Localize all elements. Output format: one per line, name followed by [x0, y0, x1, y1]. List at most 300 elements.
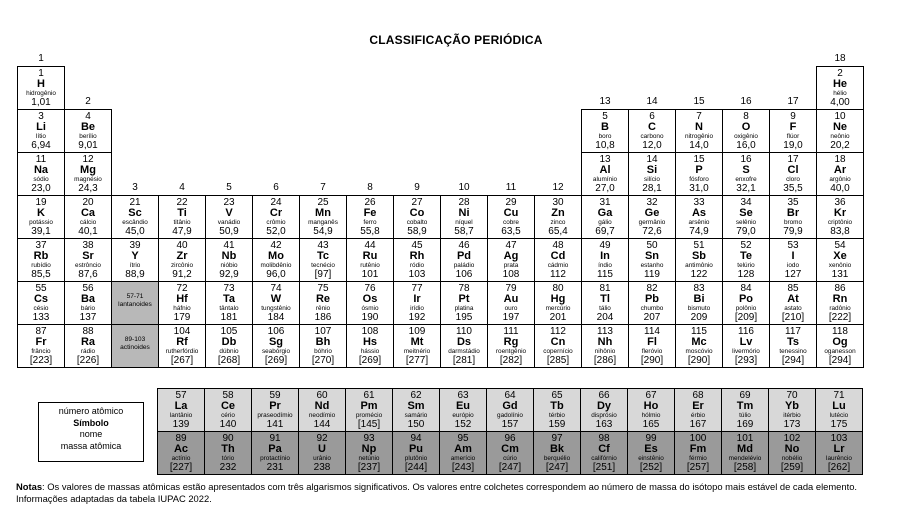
- element-symbol: Am: [454, 443, 472, 455]
- element-name: livermório: [732, 348, 760, 355]
- atomic-mass: 32,1: [736, 183, 756, 194]
- element-cell-fm: [674, 431, 722, 475]
- element-name: flúor: [786, 133, 800, 140]
- atomic-mass: 58,7: [454, 226, 474, 237]
- atomic-mass: 85,5: [31, 269, 51, 280]
- element-symbol: Fr: [35, 336, 47, 348]
- atomic-mass: 115: [597, 269, 613, 280]
- element-cell-pb: [628, 281, 676, 325]
- element-name: itérbio: [783, 412, 801, 419]
- atomic-mass: 192: [408, 312, 426, 323]
- element-name: urânio: [313, 455, 331, 462]
- element-name: nobélio: [781, 455, 803, 462]
- group-label-18: 18: [834, 53, 846, 64]
- placeholder-actinoides: [111, 324, 159, 368]
- group-label-6: 6: [273, 182, 279, 193]
- element-symbol: Co: [409, 207, 425, 219]
- element-cell-lr: [815, 431, 863, 475]
- atomic-mass: [262]: [827, 462, 851, 473]
- element-symbol: V: [225, 207, 233, 219]
- element-name: laurêncio: [826, 455, 852, 462]
- atomic-number: 78: [458, 283, 470, 294]
- atomic-number: 16: [740, 154, 752, 165]
- element-cell-cu: [487, 195, 535, 239]
- element-symbol: Li: [36, 121, 46, 133]
- key-symbol-label: Símbolo: [73, 417, 109, 428]
- element-name: magnésio: [74, 176, 102, 183]
- atomic-mass: 65,4: [548, 226, 568, 237]
- element-symbol: Ag: [503, 250, 519, 262]
- element-cell-ra: [64, 324, 112, 368]
- atomic-mass: 45,0: [125, 226, 145, 237]
- element-symbol: Ta: [222, 293, 236, 305]
- element-symbol: H: [37, 78, 45, 90]
- atomic-mass: 10,8: [595, 140, 615, 151]
- atomic-mass: 169: [736, 419, 754, 430]
- element-symbol: Be: [80, 121, 96, 133]
- element-name: crômio: [266, 219, 286, 226]
- atomic-number: 80: [552, 283, 564, 294]
- element-symbol: S: [742, 164, 750, 176]
- atomic-number: 107: [314, 326, 332, 337]
- element-symbol: Pm: [360, 400, 378, 412]
- atomic-mass: [269]: [358, 355, 382, 366]
- atomic-number: 31: [599, 197, 611, 208]
- element-cell-fr: [17, 324, 65, 368]
- element-name: hélio: [833, 90, 847, 97]
- element-cell-ga: [581, 195, 629, 239]
- element-name: radônio: [829, 305, 851, 312]
- atomic-mass: 184: [267, 312, 285, 323]
- element-cell-in: [581, 238, 629, 282]
- atomic-mass: 165: [642, 419, 660, 430]
- element-symbol: Pd: [456, 250, 472, 262]
- element-cell-rg: [487, 324, 535, 368]
- element-cell-ge: [628, 195, 676, 239]
- element-symbol: Hf: [176, 293, 188, 305]
- atomic-number: 11: [35, 154, 47, 165]
- atomic-number: 36: [834, 197, 846, 208]
- element-cell-ca: [64, 195, 112, 239]
- element-name: plutônio: [404, 455, 428, 462]
- atomic-number: 56: [82, 283, 94, 294]
- element-name: cobalto: [406, 219, 428, 226]
- element-name: índio: [598, 262, 612, 269]
- element-name: astato: [784, 305, 802, 312]
- element-name: bóhrio: [314, 348, 332, 355]
- element-cell-rh: [393, 238, 441, 282]
- element-cell-pt: [440, 281, 488, 325]
- atomic-number: 64: [504, 390, 516, 401]
- element-symbol: At: [787, 293, 799, 305]
- atomic-mass: [281]: [452, 355, 476, 366]
- atomic-number: 12: [82, 154, 94, 165]
- element-cell-np: [345, 431, 393, 475]
- atomic-mass: 55,8: [360, 226, 380, 237]
- element-symbol: In: [600, 250, 610, 262]
- element-name: califórnio: [591, 455, 617, 462]
- element-name: germânio: [638, 219, 666, 226]
- atomic-mass: 167: [689, 419, 707, 430]
- atomic-number: 104: [173, 326, 191, 337]
- element-name: berílio: [79, 133, 97, 140]
- element-symbol: Lu: [832, 400, 846, 412]
- element-name: lítio: [36, 133, 46, 140]
- element-name: copernício: [543, 348, 573, 355]
- atomic-mass: 139: [172, 419, 190, 430]
- atomic-number: 47: [505, 240, 517, 251]
- element-symbol: Cs: [33, 293, 49, 305]
- group-label-5: 5: [226, 182, 232, 193]
- element-name: silício: [644, 176, 660, 183]
- atomic-number: 94: [410, 433, 422, 444]
- atomic-mass: 190: [361, 312, 379, 323]
- element-symbol: U: [318, 443, 326, 455]
- element-cell-tm: [721, 388, 769, 432]
- element-symbol: Yb: [784, 400, 800, 412]
- element-symbol: Sc: [128, 207, 142, 219]
- element-name: férmio: [689, 455, 707, 462]
- atomic-mass: 197: [502, 312, 520, 323]
- element-cell-ni: [440, 195, 488, 239]
- atomic-mass: 12,0: [642, 140, 662, 151]
- element-name: nióbio: [220, 262, 238, 269]
- atomic-mass: 96,0: [266, 269, 286, 280]
- group-label-8: 8: [367, 182, 373, 193]
- element-name: cério: [221, 412, 235, 419]
- atomic-number: 111: [503, 326, 519, 337]
- element-name: platina: [454, 305, 474, 312]
- atomic-mass: 88,9: [125, 269, 145, 280]
- element-name: fósforo: [689, 176, 709, 183]
- element-cell-fe: [346, 195, 394, 239]
- element-name: tório: [221, 455, 235, 462]
- element-name: criptônio: [827, 219, 853, 226]
- atomic-mass: 69,7: [595, 226, 615, 237]
- atomic-mass: 141: [266, 419, 284, 430]
- atomic-mass: [227]: [169, 462, 193, 473]
- element-symbol: Ne: [832, 121, 848, 133]
- atomic-number: 55: [35, 283, 47, 294]
- element-symbol: Cl: [787, 164, 799, 176]
- atomic-number: 49: [599, 240, 611, 251]
- element-symbol: Nh: [597, 336, 613, 348]
- atomic-mass: 83,8: [830, 226, 850, 237]
- atomic-number: 22: [176, 197, 188, 208]
- atomic-mass: 150: [407, 419, 425, 430]
- element-name: fleróvio: [641, 348, 663, 355]
- element-cell-rf: [158, 324, 206, 368]
- atomic-mass: 20,2: [830, 140, 850, 151]
- element-symbol: Tl: [600, 293, 610, 305]
- element-cell-h: [17, 66, 65, 110]
- element-symbol: Lr: [833, 443, 845, 455]
- element-name: amerício: [450, 455, 476, 462]
- element-symbol: Y: [131, 250, 139, 262]
- element-name: seabórgio: [261, 348, 291, 355]
- atomic-mass: 207: [643, 312, 661, 323]
- atomic-number: 110: [456, 326, 472, 337]
- element-cell-tl: [581, 281, 629, 325]
- atomic-mass: 195: [455, 312, 473, 323]
- placeholder-text: 57-71 lantanoides: [118, 293, 152, 308]
- element-cell-mn: [299, 195, 347, 239]
- atomic-mass: 58,9: [407, 226, 427, 237]
- element-name: érbio: [690, 412, 706, 419]
- element-symbol: O: [741, 121, 751, 133]
- atomic-number: 62: [410, 390, 422, 401]
- element-cell-au: [487, 281, 535, 325]
- element-name: rutênio: [360, 262, 380, 269]
- element-cell-gd: [486, 388, 534, 432]
- element-name: cádmio: [547, 262, 569, 269]
- element-cell-o: [722, 109, 770, 153]
- group-label-15: 15: [693, 96, 705, 107]
- element-cell-as: [675, 195, 723, 239]
- element-cell-pa: [251, 431, 299, 475]
- atomic-number: 25: [317, 197, 329, 208]
- element-name: protactínio: [260, 455, 290, 462]
- atomic-number: 97: [551, 433, 563, 444]
- element-cell-sg: [252, 324, 300, 368]
- atomic-mass: 209: [690, 312, 708, 323]
- element-cell-sn: [628, 238, 676, 282]
- element-name: frâncio: [31, 348, 51, 355]
- atomic-number: 84: [740, 283, 752, 294]
- element-cell-sb: [675, 238, 723, 282]
- element-symbol: Na: [33, 164, 49, 176]
- atomic-mass: [267]: [170, 355, 194, 366]
- element-name: argônio: [829, 176, 851, 183]
- element-name: titânio: [173, 219, 191, 226]
- element-cell-cl: [769, 152, 817, 196]
- element-symbol: Db: [221, 336, 237, 348]
- element-symbol: Er: [692, 400, 704, 412]
- element-name: estanho: [640, 262, 664, 269]
- atomic-number: 66: [598, 390, 610, 401]
- element-name: manganês: [308, 219, 338, 226]
- atomic-mass: [247]: [545, 462, 569, 473]
- element-cell-ru: [346, 238, 394, 282]
- atomic-number: 117: [785, 326, 801, 337]
- element-symbol: As: [691, 207, 707, 219]
- atomic-mass: [252]: [639, 462, 663, 473]
- atomic-mass: [258]: [733, 462, 757, 473]
- atomic-number: 98: [598, 433, 610, 444]
- element-symbol: Rg: [503, 336, 519, 348]
- atomic-number: 102: [783, 433, 801, 444]
- atomic-mass: [210]: [781, 312, 805, 323]
- atomic-mass: 40,0: [830, 183, 850, 194]
- element-symbol: Ba: [80, 293, 96, 305]
- group-label-2: 2: [85, 96, 91, 107]
- atomic-mass: [270]: [311, 355, 335, 366]
- element-cell-kr: [816, 195, 864, 239]
- atomic-mass: 204: [596, 312, 614, 323]
- atomic-mass: 63,5: [501, 226, 521, 237]
- element-symbol: Mg: [80, 164, 96, 176]
- atomic-number: 42: [270, 240, 282, 251]
- element-name: disprósio: [591, 412, 617, 419]
- element-symbol: Zr: [176, 250, 188, 262]
- atomic-mass: 157: [501, 419, 519, 430]
- element-name: samário: [404, 412, 428, 419]
- element-symbol: Bh: [315, 336, 331, 348]
- element-symbol: Se: [739, 207, 753, 219]
- element-cell-md: [721, 431, 769, 475]
- element-name: tungstênio: [261, 305, 291, 312]
- atomic-number: 92: [316, 433, 328, 444]
- atomic-number: 2: [837, 68, 843, 79]
- atomic-mass: 28,1: [642, 183, 662, 194]
- atomic-mass: [257]: [686, 462, 710, 473]
- atomic-number: 99: [645, 433, 657, 444]
- element-cell-tc: [299, 238, 347, 282]
- atomic-number: 14: [646, 154, 658, 165]
- element-name: túlio: [739, 412, 751, 419]
- atomic-number: 24: [270, 197, 282, 208]
- element-cell-xe: [816, 238, 864, 282]
- atomic-number: 60: [316, 390, 328, 401]
- element-symbol: Si: [646, 164, 658, 176]
- element-symbol: Ca: [80, 207, 96, 219]
- element-cell-pd: [440, 238, 488, 282]
- element-cell-at: [769, 281, 817, 325]
- element-symbol: Dy: [596, 400, 612, 412]
- atomic-mass: 79,9: [783, 226, 803, 237]
- atomic-mass: [286]: [593, 355, 617, 366]
- atomic-mass: [290]: [640, 355, 664, 366]
- element-symbol: Sb: [691, 250, 707, 262]
- element-cell-nh: [581, 324, 629, 368]
- atomic-number: 20: [82, 197, 94, 208]
- element-cell-li: [17, 109, 65, 153]
- element-name: níquel: [455, 219, 473, 226]
- element-symbol: Ni: [458, 207, 470, 219]
- element-symbol: Mt: [410, 336, 424, 348]
- element-symbol: Te: [739, 250, 753, 262]
- atomic-mass: 112: [550, 269, 566, 280]
- element-symbol: Po: [738, 293, 754, 305]
- atomic-mass: 159: [548, 419, 566, 430]
- element-name: tálio: [599, 305, 611, 312]
- atomic-number: 51: [693, 240, 705, 251]
- atomic-mass: [244]: [404, 462, 428, 473]
- element-symbol: Mc: [691, 336, 707, 348]
- element-cell-mo: [252, 238, 300, 282]
- element-name: antimônio: [685, 262, 713, 269]
- element-name: nitrogênio: [684, 133, 714, 140]
- element-symbol: Ge: [644, 207, 660, 219]
- element-symbol: Mo: [268, 250, 284, 262]
- element-name: zinco: [550, 219, 566, 226]
- element-name: roentgênio: [495, 348, 527, 355]
- element-name: praseodímio: [257, 412, 293, 419]
- element-name: nihônio: [594, 348, 616, 355]
- element-cell-db: [205, 324, 253, 368]
- atomic-mass: 35,5: [783, 183, 803, 194]
- placeholder-lantanoides: [111, 281, 159, 325]
- element-name: telúrio: [737, 262, 755, 269]
- atomic-number: 6: [649, 111, 655, 122]
- element-cell-nb: [205, 238, 253, 282]
- atomic-number: 100: [689, 433, 707, 444]
- atomic-mass: 40,1: [78, 226, 98, 237]
- group-label-10: 10: [458, 182, 470, 193]
- atomic-mass: 201: [549, 312, 567, 323]
- atomic-number: 74: [270, 283, 282, 294]
- element-cell-bi: [675, 281, 723, 325]
- element-name: enxofre: [735, 176, 757, 183]
- element-symbol: Xe: [833, 250, 847, 262]
- element-name: ferro: [363, 219, 377, 226]
- atomic-mass: 79,0: [736, 226, 756, 237]
- element-cell-cd: [534, 238, 582, 282]
- element-cell-hs: [346, 324, 394, 368]
- element-name: neônio: [830, 133, 850, 140]
- atomic-number: 37: [35, 240, 47, 251]
- element-cell-sr: [64, 238, 112, 282]
- atomic-mass: 186: [314, 312, 332, 323]
- atomic-number: 35: [787, 197, 799, 208]
- atomic-mass: [222]: [828, 312, 852, 323]
- element-symbol: He: [832, 78, 848, 90]
- element-cell-sc: [111, 195, 159, 239]
- atomic-number: 76: [364, 283, 376, 294]
- atomic-number: 26: [364, 197, 376, 208]
- atomic-mass: 238: [313, 462, 331, 473]
- element-cell-ce: [204, 388, 252, 432]
- element-cell-hg: [534, 281, 582, 325]
- atomic-mass: 16,0: [736, 140, 756, 151]
- atomic-number: 95: [457, 433, 469, 444]
- element-name: neodímio: [308, 412, 336, 419]
- atomic-number: 101: [736, 433, 754, 444]
- atomic-mass: [251]: [592, 462, 616, 473]
- element-cell-ac: [157, 431, 205, 475]
- atomic-mass: 101: [361, 269, 379, 280]
- atomic-number: 63: [457, 390, 469, 401]
- atomic-number: 118: [832, 326, 848, 337]
- atomic-mass: 108: [502, 269, 520, 280]
- element-name: bromo: [783, 219, 803, 226]
- atomic-number: 38: [82, 240, 94, 251]
- atomic-mass: [259]: [780, 462, 804, 473]
- atomic-mass: 181: [220, 312, 238, 323]
- element-name: sódio: [33, 176, 49, 183]
- element-name: promécio: [355, 412, 383, 419]
- group-label-13: 13: [599, 96, 611, 107]
- element-symbol: Cd: [550, 250, 566, 262]
- atomic-number: 83: [693, 283, 705, 294]
- atomic-number: 88: [82, 326, 94, 337]
- element-cell-hf: [158, 281, 206, 325]
- element-symbol: Pa: [268, 443, 282, 455]
- element-name: carbono: [640, 133, 664, 140]
- element-cell-bk: [533, 431, 581, 475]
- element-name: boro: [598, 133, 612, 140]
- element-name: einstênio: [638, 455, 664, 462]
- atomic-number: 114: [644, 326, 660, 337]
- atomic-number: 41: [223, 240, 235, 251]
- atomic-mass: [237]: [357, 462, 381, 473]
- atomic-number: 4: [85, 111, 91, 122]
- atomic-mass: 133: [32, 312, 50, 323]
- element-cell-og: [816, 324, 864, 368]
- atomic-mass: 72,6: [642, 226, 662, 237]
- element-symbol: Bk: [549, 443, 565, 455]
- group-label-11: 11: [505, 182, 517, 193]
